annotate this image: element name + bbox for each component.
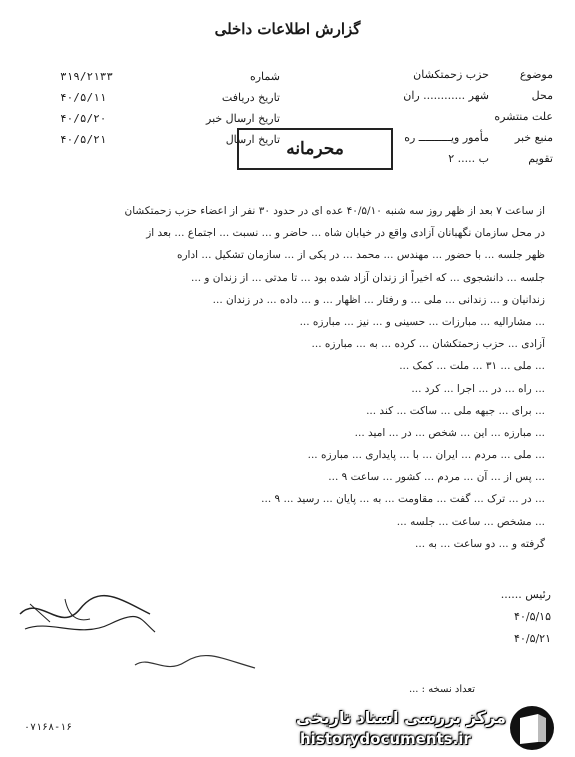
header-label: تاریخ ارسال خبر	[206, 112, 280, 125]
body-line: ... مبارزه ... این ... شخص ... در ... امید ...	[354, 426, 545, 439]
body-line: ... در ... ترک ... گفت ... مقاومت ... به ... پایان ... رسید ... ۹ ...	[261, 493, 545, 506]
handwritten-signature	[130, 650, 260, 680]
body-line: ... ملی ... مردم ... ایران ... با ... پایداری ... مبارزه ...	[307, 449, 545, 462]
signature-date: ۴۰/۵/۲۱	[514, 632, 551, 645]
confidential-stamp: محرمانه	[237, 128, 393, 170]
header-value: ۴۰/۵/۲۰	[60, 112, 107, 125]
body-line: ... راه ... در ... اجرا ... کرد ...	[411, 382, 545, 395]
body-line: ... پس از ... آن ... مردم ... کشور ... ساعت ۹ ...	[328, 471, 545, 484]
report-body	[30, 200, 545, 555]
header-label: تقویم	[528, 152, 553, 165]
watermark-url: historydocuments.ir	[300, 730, 471, 748]
header-label: موضوع	[519, 68, 553, 81]
header-label: تاریخ دریافت	[221, 91, 280, 104]
document-title: گزارش اطلاعات داخلی	[214, 20, 361, 38]
body-line: زندانیان و ... زندانی ... ملی ... و رفتار ... اظهار ... و ... داده ... در زندان ...	[212, 293, 545, 306]
body-line: از ساعت ۷ بعد از ظهر روز سه شنبه ۴۰/۵/۱۰ عده ای در حدود ۳۰ نفر از اعضاء حزب زحمتکشان	[124, 205, 545, 217]
header-label: محل	[531, 89, 553, 102]
body-line: ... مشخص ... ساعت ... جلسه ...	[396, 515, 545, 528]
header-value: مأمور ویــــــــــ ره	[404, 131, 489, 144]
header-label: علت منتشره	[494, 110, 553, 123]
header-value: شهر ............ ران	[403, 89, 489, 102]
header-value: ۳۱۹/۲۱۳۳	[60, 70, 113, 83]
body-line: ... ملی ... ۳۱ ... ملت ... کمک ...	[399, 360, 545, 373]
body-line: جلسه ... دانشجوی ... که اخیراً از زندان آزاد شده بود ... تا مدتی ... از زندان و ...	[191, 271, 545, 284]
header-value: حزب زحمتکشان	[413, 68, 489, 81]
header-value: ۴۰/۵/۲۱	[60, 133, 107, 146]
header-label: منبع خبر	[514, 131, 553, 144]
watermark-title: مرکز بررسی اسناد تاریخی	[296, 708, 506, 727]
watermark-logo-icon	[508, 704, 556, 752]
signature-line: رئیس ......	[500, 588, 551, 601]
signature-block	[411, 588, 551, 654]
archive-id: ۰۷۱۶۸-۱۶	[24, 722, 73, 733]
handwritten-signature	[10, 584, 160, 644]
body-line: گرفته و ... دو ساعت ... به ...	[415, 537, 545, 550]
header-row-number	[60, 70, 280, 91]
header-value: ۴۰/۵/۱۱	[60, 91, 107, 104]
body-line: در محل سازمان نگهبانان آزادی واقع در خیابان شاه ... حاضر و ... نسبت ... اجتماع ... بعد از	[146, 227, 545, 240]
body-line: آزادی ... حزب زحمتکشان ... کرده ... به ... مبارزه ...	[311, 338, 545, 351]
header-row-subject	[353, 68, 553, 89]
body-line: ... برای ... جبهه ملی ... ساکت ... کند ...	[366, 404, 545, 417]
copies-count: تعداد نسخه : ...	[408, 684, 475, 695]
body-line: ظهر جلسه ... با حضور ... مهندس ... محمد ... در یکی از ... سازمان تشکیل ... اداره	[176, 249, 545, 262]
header-row-received	[60, 91, 280, 112]
signature-date: ۴۰/۵/۱۵	[514, 610, 551, 623]
header-value: ب ..... ۲	[448, 152, 489, 165]
body-line: ... مشارالیه ... مبارزات ... حسینی و ... نیز ... مبارزه ...	[299, 315, 545, 328]
header-row-location	[353, 89, 553, 110]
header-label: شماره	[249, 70, 280, 83]
header-label: تاریخ ارسال	[225, 133, 280, 146]
